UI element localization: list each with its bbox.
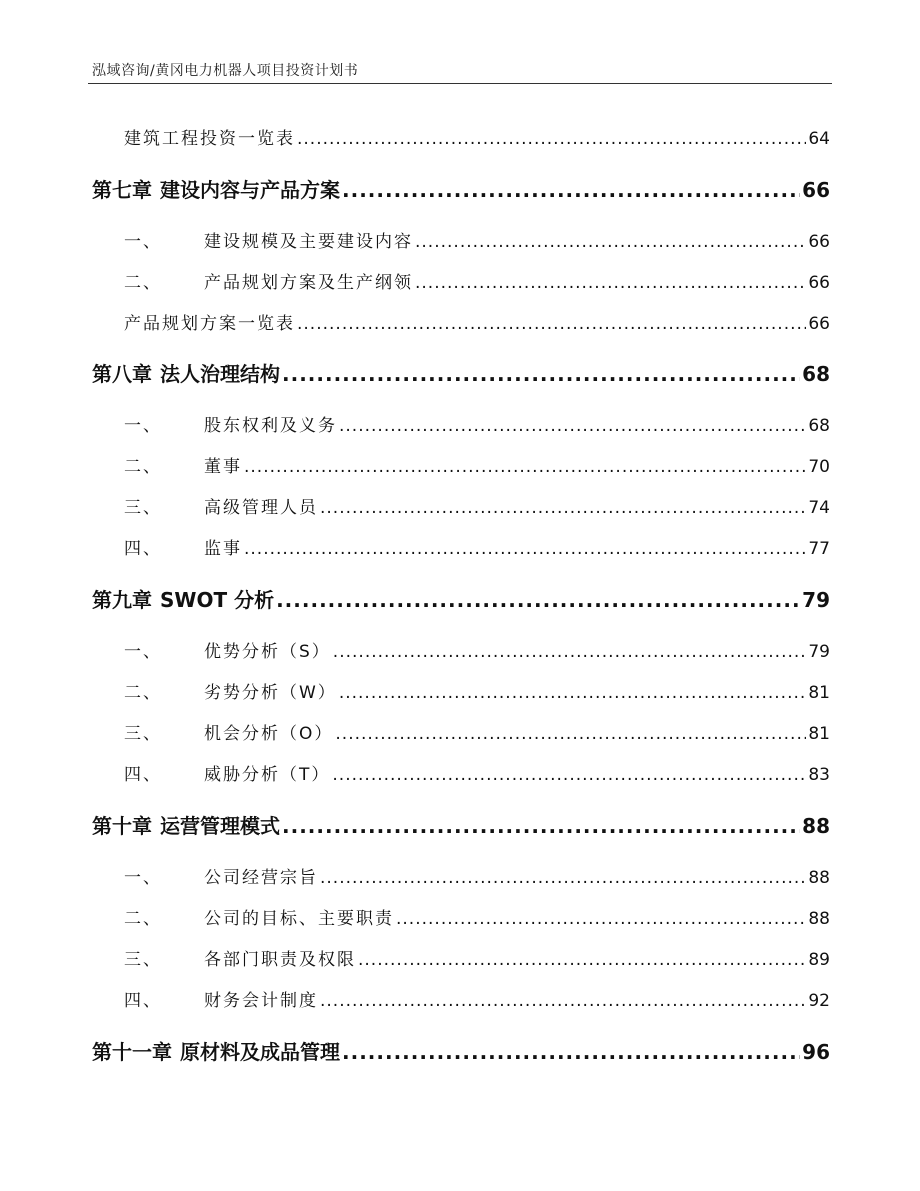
- toc-section[interactable]: [92, 863, 830, 888]
- toc-section-page: 77: [808, 539, 830, 559]
- toc-section-title: 威胁分析（T）: [204, 765, 331, 785]
- toc-section-number: 一、: [124, 868, 162, 888]
- toc-section-number: 三、: [124, 498, 162, 518]
- toc-section[interactable]: [92, 945, 830, 970]
- dot-leader: [282, 362, 800, 386]
- toc-section[interactable]: [92, 760, 830, 785]
- toc-entry[interactable]: [92, 309, 830, 334]
- toc-section[interactable]: [92, 719, 830, 744]
- toc-section-number: 三、: [124, 724, 162, 744]
- toc-section-page: 68: [808, 416, 830, 436]
- toc-section-page: 74: [808, 498, 830, 518]
- dot-leader: [358, 950, 806, 970]
- toc-section-title: 公司经营宗旨: [204, 868, 318, 888]
- toc-chapter-page: 79: [802, 588, 830, 612]
- toc-section-page: 83: [808, 765, 830, 785]
- running-header: 泓域咨询/黄冈电力机器人项目投资计划书: [92, 63, 359, 79]
- toc-chapter-page: 88: [802, 814, 830, 838]
- toc-section[interactable]: [92, 411, 830, 436]
- toc-section-title: 产品规划方案及生产纲领: [204, 273, 413, 293]
- toc-section-number: 二、: [124, 683, 162, 703]
- toc-section[interactable]: [92, 268, 830, 293]
- toc-section[interactable]: [92, 637, 830, 662]
- toc-section-number: 二、: [124, 909, 162, 929]
- toc-section-page: 92: [808, 991, 830, 1011]
- toc-section-title: 股东权利及义务: [204, 416, 337, 436]
- toc-chapter-title: 法人治理结构: [160, 362, 280, 386]
- dot-leader: [335, 724, 806, 744]
- toc-chapter[interactable]: [92, 810, 830, 839]
- dot-leader: [332, 765, 806, 785]
- dot-leader: [320, 498, 806, 518]
- toc-chapter[interactable]: [92, 358, 830, 387]
- toc-section-title: 优势分析（S）: [204, 642, 331, 662]
- toc-section-page: 70: [808, 457, 830, 477]
- toc-chapter-title: 建设内容与产品方案: [160, 178, 340, 202]
- header-divider: [88, 83, 832, 84]
- toc-section-number: 二、: [124, 273, 162, 293]
- toc-chapter-number: 第七章: [92, 178, 152, 202]
- dot-leader: [342, 178, 800, 202]
- toc-section-page: 89: [808, 950, 830, 970]
- toc-section[interactable]: [92, 678, 830, 703]
- toc-section-title: 劣势分析（W）: [204, 683, 337, 703]
- dot-leader: [339, 416, 806, 436]
- toc-entry-title: 建筑工程投资一览表: [124, 129, 295, 149]
- dot-leader: [297, 314, 806, 334]
- toc-section-page: 66: [808, 273, 830, 293]
- toc-chapter-page: 68: [802, 362, 830, 386]
- toc-section-page: 66: [808, 232, 830, 252]
- toc-chapter-number: 第十章: [92, 814, 152, 838]
- toc-section-title: 机会分析（O）: [204, 724, 334, 744]
- toc-section-page: 88: [808, 868, 830, 888]
- dot-leader: [244, 457, 806, 477]
- toc-section-page: 88: [808, 909, 830, 929]
- toc-section[interactable]: [92, 986, 830, 1011]
- dot-leader: [282, 814, 800, 838]
- toc-chapter-title: SWOT 分析: [160, 588, 275, 612]
- dot-leader: [320, 868, 806, 888]
- toc-section-number: 四、: [124, 991, 162, 1011]
- dot-leader: [320, 991, 806, 1011]
- toc-chapter-page: 66: [802, 178, 830, 202]
- toc-chapter-number: 第八章: [92, 362, 152, 386]
- toc-section-page: 81: [808, 724, 830, 744]
- dot-leader: [342, 1040, 800, 1064]
- toc-section-page: 81: [808, 683, 830, 703]
- toc-entry-page: 64: [808, 129, 830, 149]
- toc-section-title: 监事: [204, 539, 242, 559]
- toc-chapter-title: 运营管理模式: [160, 814, 280, 838]
- dot-leader: [339, 683, 807, 703]
- dot-leader: [297, 129, 806, 149]
- dot-leader: [415, 232, 806, 252]
- toc-section[interactable]: [92, 904, 830, 929]
- toc-section-title: 建设规模及主要建设内容: [204, 232, 413, 252]
- toc-section-number: 四、: [124, 765, 162, 785]
- toc-section-title: 高级管理人员: [204, 498, 318, 518]
- toc-chapter-page: 96: [802, 1040, 830, 1064]
- toc-entry-page: 66: [808, 314, 830, 334]
- toc-chapter[interactable]: [92, 1036, 830, 1065]
- toc-section-number: 一、: [124, 232, 162, 252]
- toc-section-page: 79: [808, 642, 830, 662]
- toc-chapter[interactable]: [92, 584, 830, 613]
- toc-section[interactable]: [92, 227, 830, 252]
- toc-chapter-number: 第九章: [92, 588, 152, 612]
- toc-chapter[interactable]: [92, 174, 830, 203]
- toc-entry[interactable]: [92, 124, 830, 149]
- toc-chapter-number: 第十一章: [92, 1040, 172, 1064]
- toc-section-title: 财务会计制度: [204, 991, 318, 1011]
- toc-section[interactable]: [92, 534, 830, 559]
- toc-section-title: 董事: [204, 457, 242, 477]
- toc-section-number: 一、: [124, 642, 162, 662]
- dot-leader: [333, 642, 807, 662]
- toc-section-title: 各部门职责及权限: [204, 950, 356, 970]
- toc-section-number: 二、: [124, 457, 162, 477]
- toc-section-number: 三、: [124, 950, 162, 970]
- toc-section[interactable]: [92, 493, 830, 518]
- toc-chapter-title: 原材料及成品管理: [180, 1040, 340, 1064]
- dot-leader: [396, 909, 806, 929]
- dot-leader: [276, 588, 800, 612]
- toc-section-number: 四、: [124, 539, 162, 559]
- toc-section-number: 一、: [124, 416, 162, 436]
- dot-leader: [415, 273, 806, 293]
- dot-leader: [244, 539, 806, 559]
- toc-section-title: 公司的目标、主要职责: [204, 909, 394, 929]
- toc-section[interactable]: [92, 452, 830, 477]
- toc-entry-title: 产品规划方案一览表: [124, 314, 295, 334]
